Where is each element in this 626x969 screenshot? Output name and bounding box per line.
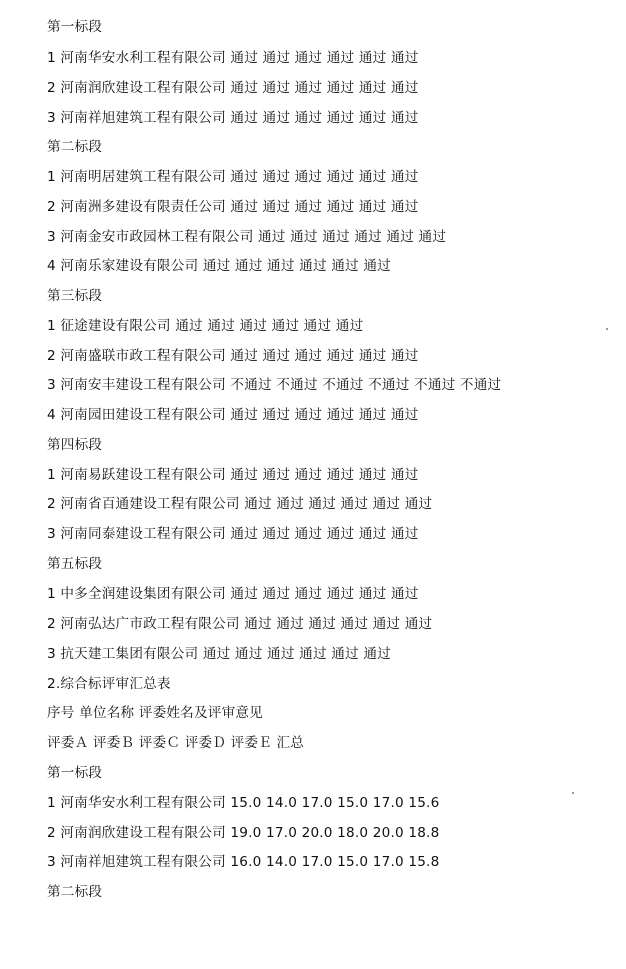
section-heading-2: 第二标段: [47, 139, 103, 155]
text-line: 1 河南易跃建设工程有限公司 通过 通过 通过 通过 通过 通过: [47, 467, 419, 483]
text-line: 1 中多全润建设集团有限公司 通过 通过 通过 通过 通过 通过: [47, 586, 419, 602]
section-heading-4: 第四标段: [47, 437, 103, 453]
text-line: 2 河南润欣建设工程有限公司 通过 通过 通过 通过 通过 通过: [47, 80, 419, 96]
score-row: 1 河南华安水利工程有限公司 15.0 14.0 17.0 15.0 17.0 15.6: [47, 795, 440, 811]
text-line: 3 河南金安市政园林工程有限公司 通过 通过 通过 通过 通过 通过: [47, 229, 447, 245]
scan-speck: [572, 792, 574, 794]
text-line: 1 征途建设有限公司 通过 通过 通过 通过 通过 通过: [47, 318, 364, 334]
scan-speck: [606, 328, 608, 330]
text-line: 4 河南乐家建设有限公司 通过 通过 通过 通过 通过 通过: [47, 258, 391, 274]
score-row: 2 河南润欣建设工程有限公司 19.0 17.0 20.0 18.0 20.0 18.8: [47, 825, 440, 841]
section-heading-2: 第二标段: [47, 884, 103, 900]
text-line: 2 河南弘达广市政工程有限公司 通过 通过 通过 通过 通过 通过: [47, 616, 433, 632]
text-line: 3 河南安丰建设工程有限公司 不通过 不通过 不通过 不通过 不通过 不通过: [47, 377, 502, 393]
text-line: 1 河南明居建筑工程有限公司 通过 通过 通过 通过 通过 通过: [47, 169, 419, 185]
text-line: 1 河南华安水利工程有限公司 通过 通过 通过 通过 通过 通过: [47, 50, 419, 66]
score-row: 3 河南祥旭建筑工程有限公司 16.0 14.0 17.0 15.0 17.0 15.8: [47, 854, 440, 870]
text-line: 3 抗天建工集团有限公司 通过 通过 通过 通过 通过 通过: [47, 646, 391, 662]
text-line: 2 河南洲多建设有限责任公司 通过 通过 通过 通过 通过 通过: [47, 199, 419, 215]
text-line: 2 河南盛联市政工程有限公司 通过 通过 通过 通过 通过 通过: [47, 348, 419, 364]
text-line: 3 河南祥旭建筑工程有限公司 通过 通过 通过 通过 通过 通过: [47, 110, 419, 126]
section-heading-1: 第一标段: [47, 19, 103, 35]
text-line: 3 河南同泰建设工程有限公司 通过 通过 通过 通过 通过 通过: [47, 526, 419, 542]
section-heading-5: 第五标段: [47, 556, 103, 572]
text-line: 4 河南园田建设工程有限公司 通过 通过 通过 通过 通过 通过: [47, 407, 419, 423]
section-heading-3: 第三标段: [47, 288, 103, 304]
table-header-judges: 评委Ａ 评委Ｂ 评委Ｃ 评委Ｄ 评委Ｅ 汇总: [47, 735, 305, 751]
section-title-summary: 2.综合标评审汇总表: [47, 676, 171, 692]
text-line: 2 河南省百通建设工程有限公司 通过 通过 通过 通过 通过 通过: [47, 496, 433, 512]
section-heading-1: 第一标段: [47, 765, 103, 781]
table-header-line: 序号 单位名称 评委姓名及评审意见: [47, 705, 263, 721]
